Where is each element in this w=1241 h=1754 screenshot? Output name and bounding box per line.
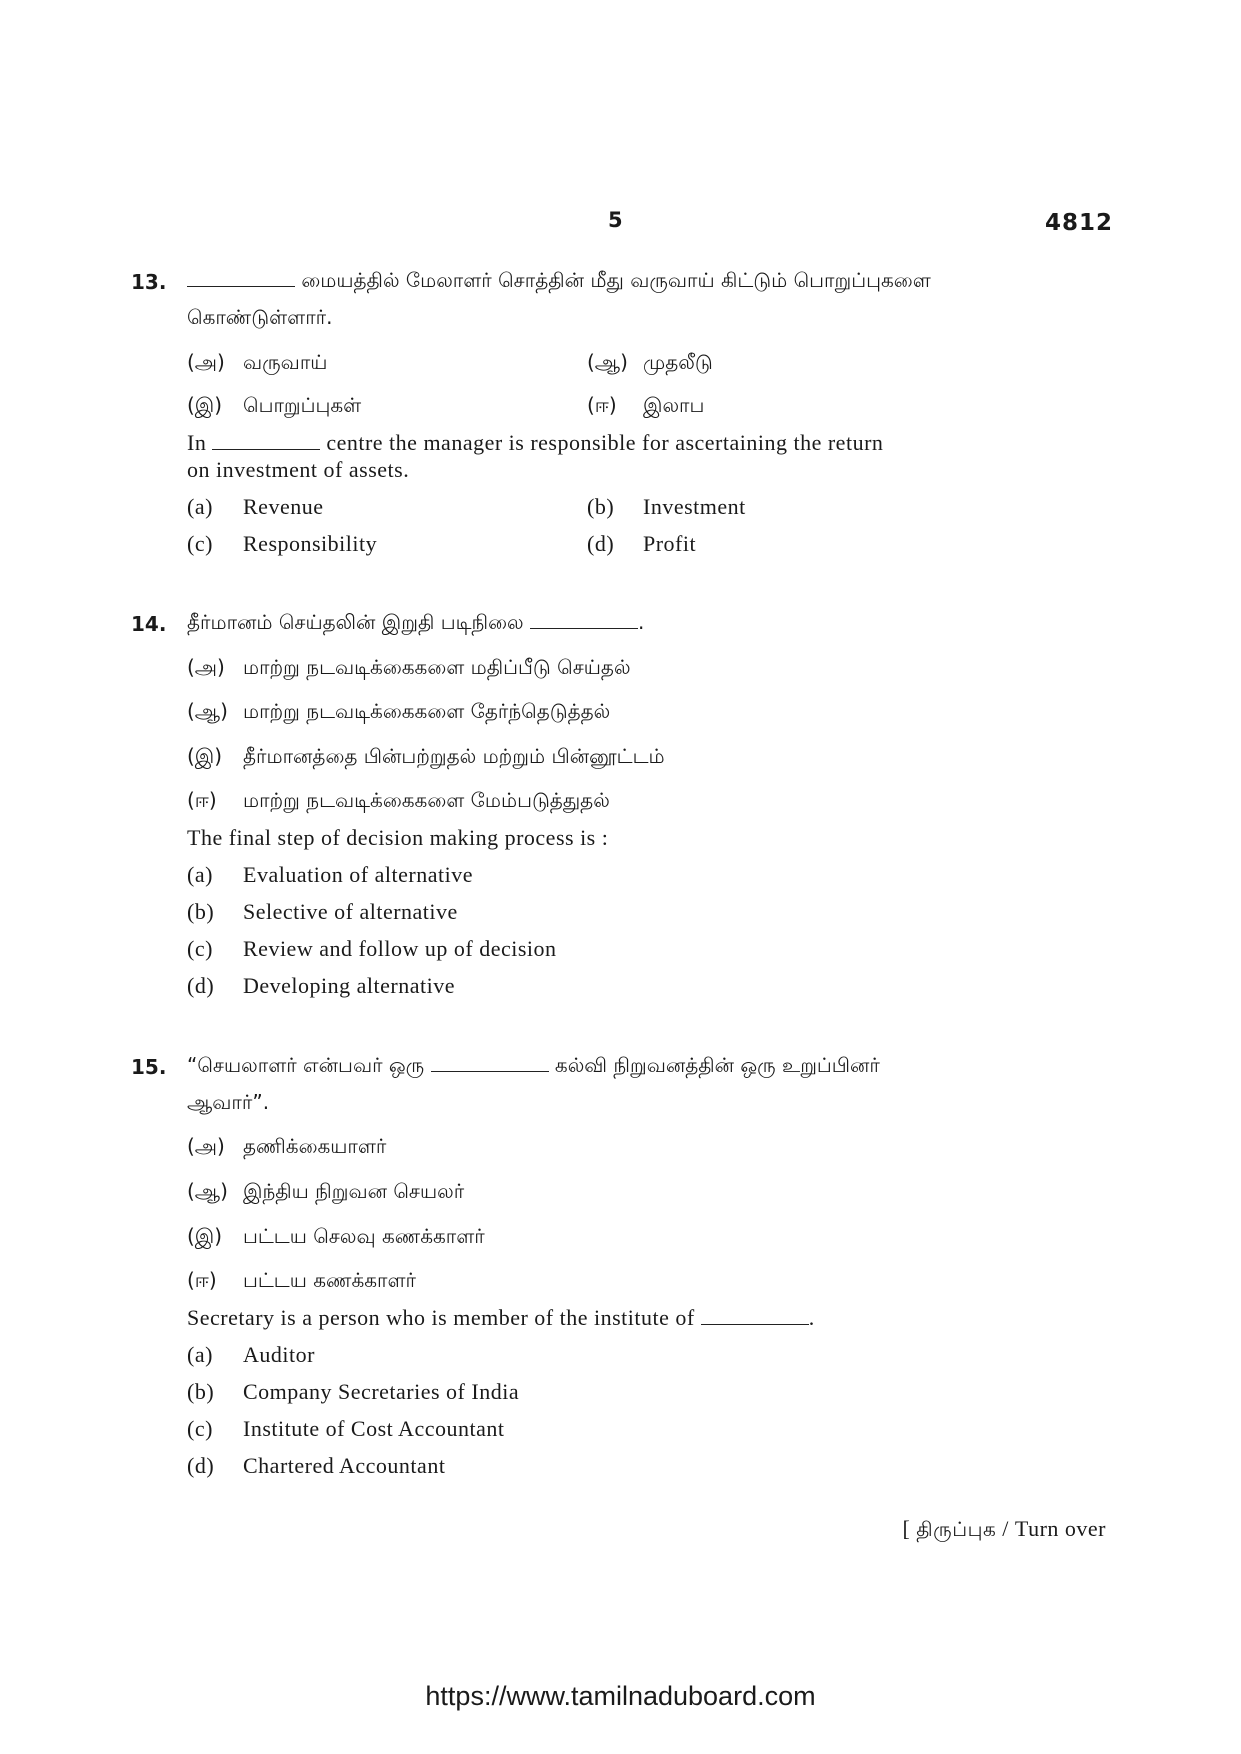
option: (ஈ) மாற்று நடவடிக்கைகளை மேம்படுத்துதல்: [187, 788, 610, 812]
option: (அ) மாற்று நடவடிக்கைகளை மதிப்பீடு செய்தல்: [187, 655, 631, 679]
option: (b) Investment: [587, 494, 746, 519]
english-question-line: Secretary is a person who is member of the institute of .: [187, 1305, 815, 1330]
option: (a) Revenue: [187, 494, 324, 519]
option: (a) Evaluation of alternative: [187, 862, 473, 887]
option: (அ) வருவாய்: [187, 350, 328, 374]
option: (ஆ) மாற்று நடவடிக்கைகளை தேர்ந்தெடுத்தல்: [187, 699, 611, 723]
option: (அ) தணிக்கையாளர்: [187, 1134, 387, 1158]
option: (d) Profit: [587, 531, 697, 556]
page-number: 5: [608, 208, 623, 232]
option: (a) Auditor: [187, 1342, 315, 1367]
option: (ஈ) பட்டய கணக்காளர்: [187, 1268, 416, 1292]
question-number: 15.: [131, 1055, 167, 1079]
option: (b) Selective of alternative: [187, 899, 458, 924]
option: (c) Review and follow up of decision: [187, 936, 557, 961]
question-number: 13.: [131, 270, 167, 294]
option: (d) Chartered Accountant: [187, 1453, 446, 1478]
tamil-question-line: ஆவார்”.: [187, 1090, 270, 1114]
tamil-question-line: கொண்டுள்ளார்.: [187, 305, 333, 329]
option: (ஆ) முதலீடு: [587, 350, 713, 374]
paper-code: 4812: [1045, 210, 1114, 236]
tamil-question-line: “செயலாளர் என்பவர் ஒரு கல்வி நிறுவனத்தின் ஒரு உறுப்பினர்: [187, 1053, 880, 1077]
option: (c) Responsibility: [187, 531, 378, 556]
answer-blank: [530, 614, 638, 629]
turn-over-note: [ திருப்புக / Turn over: [902, 1516, 1106, 1541]
option: (ஈ) இலாப: [587, 393, 705, 417]
english-question-line: The final step of decision making process is :: [187, 825, 609, 850]
option: (c) Institute of Cost Accountant: [187, 1416, 505, 1441]
option: (இ) பட்டய செலவு கணக்காளர்: [187, 1224, 485, 1248]
question-number: 14.: [131, 612, 167, 636]
answer-blank: [431, 1057, 549, 1072]
option: (b) Company Secretaries of India: [187, 1379, 520, 1404]
english-question-line: on investment of assets.: [187, 457, 410, 482]
option: (இ) பொறுப்புகள்: [187, 393, 362, 417]
option: (d) Developing alternative: [187, 973, 455, 998]
answer-blank: [187, 272, 295, 287]
tamil-question-line: தீர்மானம் செய்தலின் இறுதி படிநிலை .: [187, 610, 645, 634]
english-question-line: In centre the manager is responsible for ascertaining the return: [187, 430, 884, 455]
option: (இ) தீர்மானத்தை பின்பற்றுதல் மற்றும் பின்னூட்டம்: [187, 744, 665, 768]
option: (ஆ) இந்திய நிறுவன செயலர்: [187, 1179, 465, 1203]
answer-blank: [212, 435, 320, 450]
tamil-question-line: மையத்தில் மேலாளர் சொத்தின் மீது வருவாய் கிட்டும் பொறுப்புகளை: [187, 268, 931, 295]
footer-url: https://www.tamilnaduboard.com: [425, 1681, 816, 1711]
answer-blank: [701, 1310, 809, 1325]
